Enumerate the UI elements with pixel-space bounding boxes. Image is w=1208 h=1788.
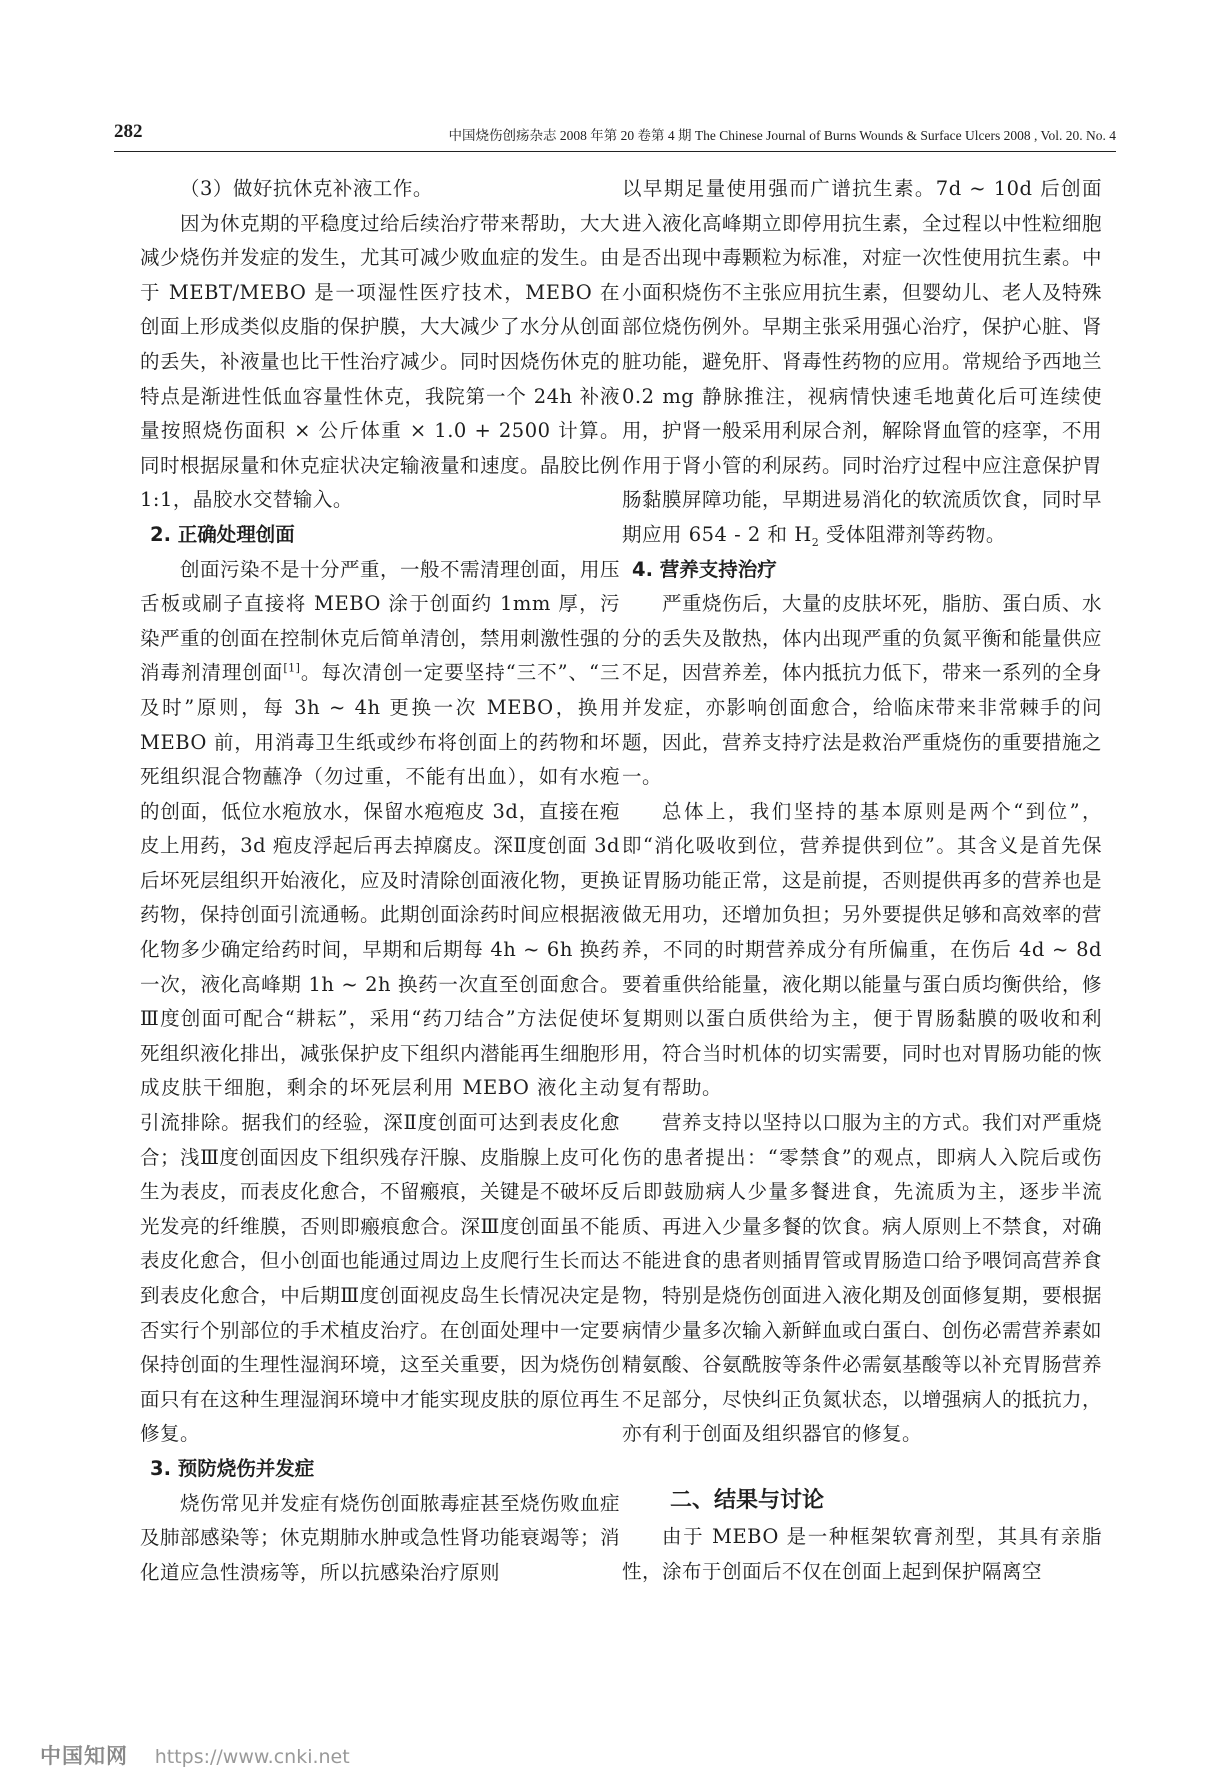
heading-complications: 3. 预防烧伤并发症 <box>150 1456 315 1480</box>
journal-citation: 中国烧伤创疡杂志 2008 年第 20 卷第 4 期 The Chinese Journal of Burns Wounds & Surface Ulcers 2008 , Vol. 20. No. 4 <box>448 128 1116 143</box>
paragraph-wound-treatment <box>140 553 620 1452</box>
paragraph-complications: 烧伤常见并发症有烧伤创面脓毒症甚至烧伤败血症及肺部感染等；休克期肺水肿或急性肾功能衰竭等；消化道应急性溃疡等，所以抗感染治疗原则 <box>140 1491 621 1584</box>
citation-ref[interactable]: [1] <box>283 661 301 675</box>
running-header <box>114 121 1116 152</box>
left-column <box>140 172 620 1590</box>
heading-nutrition: 4. 营养支持治疗 <box>632 557 777 581</box>
paragraph-oral-feeding: 营养支持以坚持以口服为主的方式。我们对严重烧伤的患者提出：“零禁食”的观点，即病人入院后或伤后即鼓励病人少量多餐进食，先流质为主，逐步半流质、再进入少量多餐的饮食。病人原则上不禁食，对确不能进食的患者则插胃管或胃肠造口给予喂饲高营养食物，特别是烧伤创面进入液化期及创面修复期，要根据病情少量多次输入新鲜血或白蛋白、创伤必需营养素如精氨酸、谷氨酰胺等条件必需氨基酸等以补充胃肠营养不足部分，尽快纠正负氮状态，以增强病人的抵抗力，亦有利于创面及组织器官的修复。 <box>622 1111 1103 1446</box>
paragraph-shock-stability: 因为休克期的平稳度过给后续治疗带来帮助，大大减少烧伤并发症的发生，尤其可减少败血症的发生。由于 MEBT/MEBO 是一项湿性医疗技术，MEBO 在创面上形成类似皮脂的保护膜，大大减少了水分从创面的丢失，补液量也比干性治疗减少。同时因烧伤休克的特点是渐进性低血容量性休克，我院第一个 24h 补液量按照烧伤面积 × 公斤体重 × 1.0 + 2500 计算。同时根据尿量和休克症状决定输液量和速度。晶胶比例 1:1，晶胶水交替输入。 <box>140 211 621 512</box>
paragraph-text: 受体阻滞剂等药物。 <box>819 522 1006 546</box>
cnki-url[interactable]: https://www.cnki.net <box>154 1746 350 1768</box>
paragraph-text: 创面污染不是十分严重，一般不需清理创面，用压舌板或刷子直接将 MEBO 涂于创面约 1mm 厚，污染严重的创面在控制休克后简单清创，禁用刺激性强的消毒剂清理创面 <box>140 557 621 685</box>
page-number: 282 <box>114 121 143 142</box>
heading-wound-treatment: 2. 正确处理创面 <box>150 522 295 546</box>
watermark-footer <box>40 1740 350 1770</box>
right-column <box>622 172 1102 1589</box>
subscript: 2 <box>811 535 820 549</box>
heading-results-discussion: 二、结果与讨论 <box>670 1487 825 1513</box>
cnki-logo: 中国知网 <box>40 1744 128 1768</box>
paragraph-anti-shock: （3）做好抗休克补液工作。 <box>180 177 433 200</box>
paragraph-mebo: 由于 MEBO 是一种框架软膏剂型，其具有亲脂性，涂布于创面后不仅在创面上起到保护隔离空 <box>622 1524 1102 1583</box>
paragraph-text: 以早期足量使用强而广谱抗生素。7d ~ 10d 后创面进入液化高峰期立即停用抗生素，全过程以中性粒细胞是否出现中毒颗粒为标准，对症一次性使用抗生素。中小面积烧伤不主张应用抗生素，但婴幼儿、老人及特殊部位烧伤例外。早期主张采用强心治疗，保护心脏、肾脏功能，避免肝、肾毒性药物的应用。常规给予西地兰 0.2 mg 静脉推注，视病情快速毛地黄化后可连续使用，护肾一般采用利尿合剂，解除肾血管的痉挛，不用作用于肾小管的利尿药。同时治疗过程中应注意保护胃肠黏膜屏障功能，早期进易消化的软流质饮食，同时早期应用 654 - 2 和 H <box>622 177 1103 546</box>
paragraph-antibiotics <box>622 172 1102 553</box>
paragraph-nutrition: 严重烧伤后，大量的皮肤坏死，脂肪、蛋白质、水分的丢失及散热，体内出现严重的负氮平衡和能量供应不足，因营养差，体内抵抗力低下，带来一系列的全身并发症，亦影响创面愈合，给临床带来非常棘手的问题，因此，营养支持疗法是救治严重烧伤的重要措施之一。 <box>622 592 1103 789</box>
paragraph-text: 。每次清创一定要坚持“三不”、“三及时”原则，每 3h ~ 4h 更换一次 MEBO，换用 MEBO 前，用消毒卫生纸或纱布将创面上的药物和坏死组织混合物蘸净（勿过重，不能有出血），如有水疱的创面，低位水疱放水，保留水疱疱皮 3d，直接在疱皮上用药，3d 疱皮浮起后再去掉腐皮。深Ⅱ度创面 3d 后坏死层组织开始液化，应及时清除创面液化物，更换药物，保持创面引流通畅。此期创面涂药时间应根据液化物多少确定给药时间，早期和后期每 4h ~ 6h 换药一次，液化高峰期 1h ~ 2h 换药一次直至创面愈合。Ⅲ度创面可配合“耕耘”，采用“药刀结合”方法促使坏死组织液化排出，减张保护皮下组织内潜能再生细胞形成皮肤干细胞，剩余的坏死层利用 MEBO 液化主动引流排除。据我们的经验，深Ⅱ度创面可达到表皮化愈合；浅Ⅲ度创面因皮下组织残存汗腺、皮脂腺上皮可化生为表皮，而表皮化愈合，不留瘢痕，关键是不破坏反光发亮的纤维膜，否则即瘢痕愈合。深Ⅲ度创面虽不能表皮化愈合，但小创面也能通过周边上皮爬行生长而达到表皮化愈合，中后期Ⅲ度创面视皮岛生长情况决定是否实行个别部位的手术植皮治疗。在创面处理中一定要保持创面的生理性湿润环境，这至关重要，因为烧伤创面只有在这种生理湿润环境中才能实现皮肤的原位再生修复。 <box>140 661 621 1446</box>
paragraph-principles: 总体上，我们坚持的基本原则是两个“到位”，即“消化吸收到位，营养提供到位”。其含义是首先保证胃肠功能正常，这是前提，否则提供再多的营养也是做无用功，还增加负担；另外要提供足够和高效率的营养，不同的时期营养成分有所偏重，在伤后 4d ~ 8d 要着重供给能量，液化期以能量与蛋白质均衡供给，修复期则以蛋白质供给为主，便于胃肠黏膜的吸收和利用，符合当时机体的切实需要，同时也对胃肠功能的恢复有帮助。 <box>622 799 1103 1100</box>
